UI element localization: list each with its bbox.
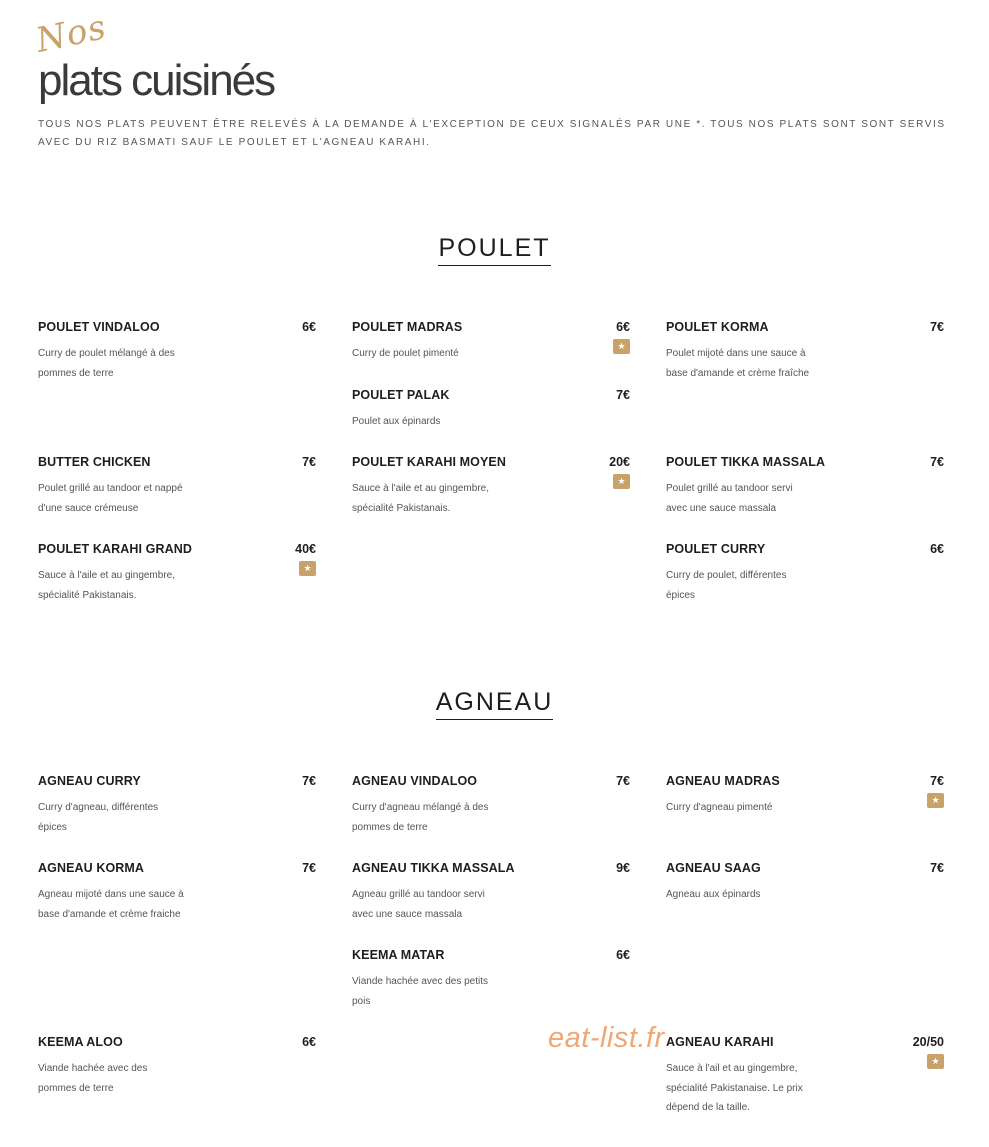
item-description: Curry de poulet, différentes épices [666,570,787,601]
item-price: 7€ [302,861,316,875]
item-name: POULET VINDALOO [38,320,160,334]
page-title: plats cuisinés [38,56,275,105]
item-price: 7€ [616,388,630,402]
item-description: Agneau aux épinards [666,889,761,900]
watermark: eat-list.fr [548,1022,665,1054]
star-icon: ★ [927,1054,944,1069]
item-price: 7€ [302,455,316,469]
item-name: POULET CURRY [666,542,766,556]
item-price: 7€ [930,861,944,875]
item-name: KEEMA ALOO [38,1035,123,1049]
item-name: POULET PALAK [352,388,450,402]
item-price: 20€ [609,455,630,469]
item-name: AGNEAU CURRY [38,774,141,788]
item-description: Sauce à l'aile et au gingembre, spécialité Pakistanais. [352,483,489,514]
item-price: 6€ [302,320,316,334]
item-price: 40€ [295,542,316,556]
section-heading-agneau: AGNEAU [0,688,989,720]
item-description: Poulet grillé au tandoor servi avec une sauce massala [666,483,793,514]
item-price: 7€ [930,320,944,334]
item-description: Poulet mijoté dans une sauce à base d'amande et crème fraîche [666,348,810,379]
item-description: Curry d'agneau mélangé à des pommes de terre [352,802,489,833]
item-price: 20/50 [912,1035,944,1049]
item-description: Viande hachée avec des pommes de terre [38,1063,148,1094]
item-name: KEEMA MATAR [352,948,445,962]
item-description: Sauce à l'ail et au gingembre, spécialité Pakistanaise. Le prix dépend de la taille. [666,1063,803,1113]
item-name: BUTTER CHICKEN [38,455,151,469]
section-heading-poulet: POULET [0,234,989,266]
item-price: 6€ [616,320,630,334]
script-heading: Nos [32,7,111,61]
item-description: Poulet grillé au tandoor et nappé d'une sauce crémeuse [38,483,183,514]
item-price: 6€ [616,948,630,962]
item-name: AGNEAU MADRAS [666,774,780,788]
item-name: POULET MADRAS [352,320,463,334]
item-description: Curry de poulet pimenté [352,348,459,359]
star-icon: ★ [613,474,630,489]
item-name: AGNEAU SAAG [666,861,761,875]
item-description: Curry d'agneau, différentes épices [38,802,159,833]
item-description: Agneau grillé au tandoor servi avec une sauce massala [352,889,485,920]
item-description: Curry d'agneau pimenté [666,802,773,813]
intro-text: TOUS NOS PLATS PEUVENT ÊTRE RELEVÉS À LA DEMANDE À L'EXCEPTION DE CEUX SIGNALÉS PAR UNE *. TOUS NOS PLATS SONT SONT SERVIS AVEC DU RIZ BASMATI SAUF LE POULET ET L'AGNEAU KARAHI. [38,119,946,148]
item-name: AGNEAU VINDALOO [352,774,478,788]
item-price: 7€ [302,774,316,788]
item-name: POULET KORMA [666,320,769,334]
item-name: POULET KARAHI GRAND [38,542,192,556]
item-price: 7€ [930,774,944,788]
item-description: Viande hachée avec des petits pois [352,976,489,1007]
item-price: 6€ [302,1035,316,1049]
item-name: POULET TIKKA MASSALA [666,455,826,469]
star-icon: ★ [927,793,944,808]
star-icon: ★ [613,339,630,354]
item-name: AGNEAU KARAHI [666,1035,774,1049]
item-price: 6€ [930,542,944,556]
item-name: AGNEAU KORMA [38,861,145,875]
star-icon: ★ [299,561,316,576]
item-name: POULET KARAHI MOYEN [352,455,506,469]
item-description: Curry de poulet mélangé à des pommes de terre [38,348,175,379]
item-description: Agneau mijoté dans une sauce à base d'amande et crème fraiche [38,889,184,920]
item-price: 9€ [616,861,630,875]
item-name: AGNEAU TIKKA MASSALA [352,861,515,875]
item-description: Poulet aux épinards [352,416,441,427]
item-price: 7€ [616,774,630,788]
item-price: 7€ [930,455,944,469]
item-description: Sauce à l'aile et au gingembre, spécialité Pakistanais. [38,570,175,601]
